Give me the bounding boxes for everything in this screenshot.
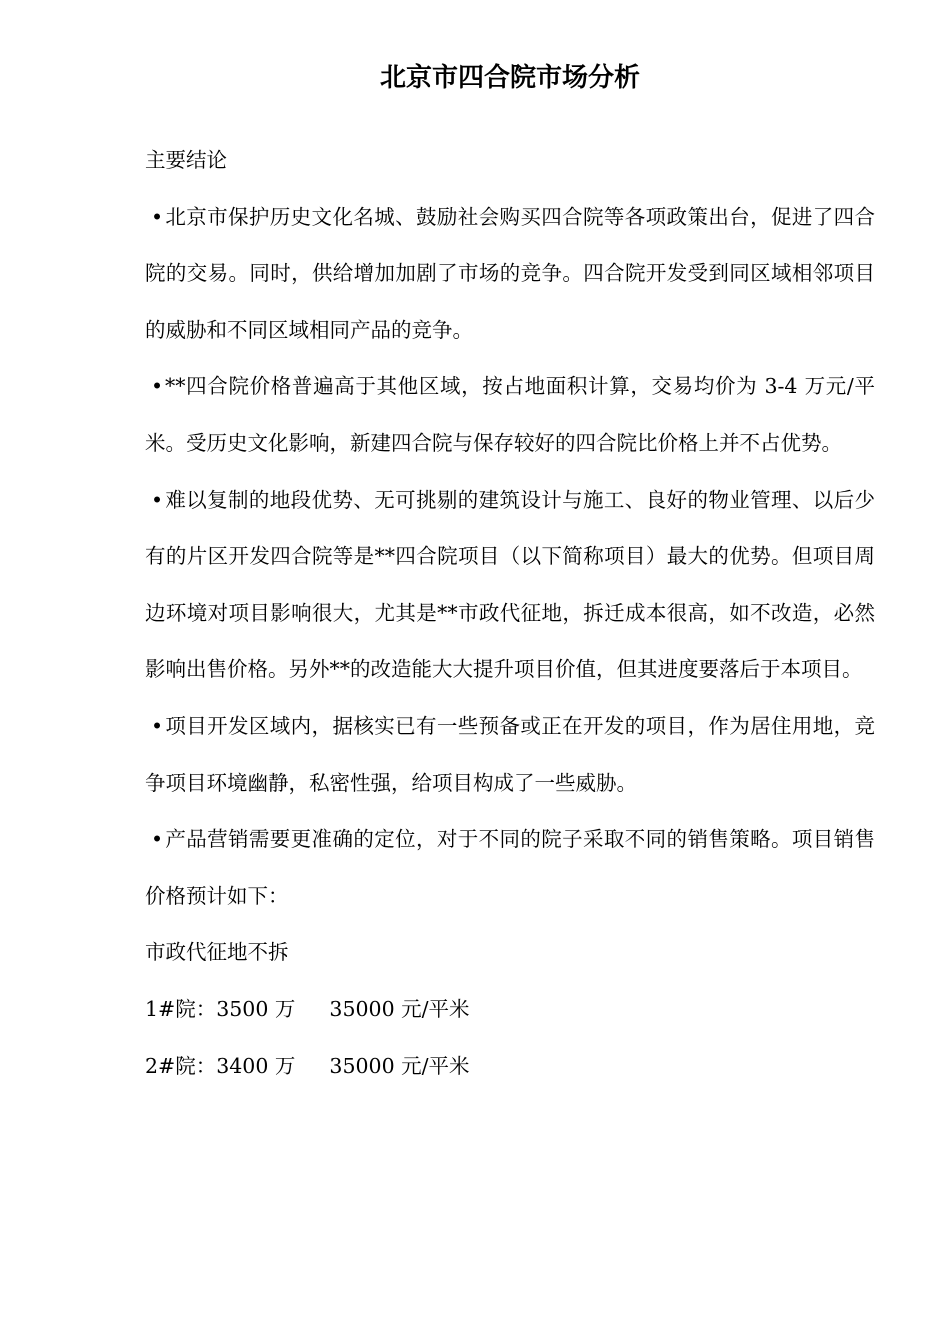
bullet-text: 难以复制的地段优势、无可挑剔的建筑设计与施工、良好的物业管理、以后少有的片区开发四合院等是**四合院项目（以下简称项目）最大的优势。但项目周边环境对项目影响很大，尤其是**市政代征地，拆迁成本很高，如不改造，必然影响出售价格。另外**的改造能大大提升项目价值，但其进度要落后于本项目。	[145, 487, 875, 682]
bullet-paragraph-4	[145, 698, 875, 811]
bullet-text: 产品营销需要更准确的定位，对于不同的院子采取不同的销售策略。项目销售价格预计如下：	[145, 827, 875, 908]
document-title: 北京市四合院市场分析	[379, 63, 640, 93]
bullet-paragraph-3	[145, 472, 875, 698]
price-label: 2#院：3400 万	[145, 1053, 296, 1078]
bullet-icon: •	[151, 827, 164, 852]
bullet-paragraph-5	[145, 811, 875, 924]
bullet-icon: •	[151, 374, 164, 399]
bullet-paragraph-1	[145, 189, 875, 359]
bullet-icon: •	[151, 204, 164, 229]
bullet-text: 北京市保护历史文化名城、鼓励社会购买四合院等各项政策出台，促进了四合院的交易。同时，供给增加加剧了市场的竞争。四合院开发受到同区域相邻项目的威胁和不同区域相同产品的竞争。	[145, 204, 875, 342]
subheading: 市政代征地不拆	[145, 940, 289, 965]
bullet-icon: •	[151, 713, 164, 738]
price-line-2	[145, 1038, 875, 1095]
bullet-paragraph-2	[145, 358, 875, 471]
price-line-1	[145, 981, 875, 1038]
unit-price: 35000 元/平米	[329, 1053, 470, 1078]
unit-price: 35000 元/平米	[329, 996, 470, 1021]
bullet-text: **四合院价格普遍高于其他区域，按占地面积计算，交易均价为 3-4 万元/平米。受历史文化影响，新建四合院与保存较好的四合院比价格上并不占优势。	[145, 374, 875, 455]
price-label: 1#院：3500 万	[145, 996, 296, 1021]
document-body	[145, 132, 875, 1094]
section-heading: 主要结论	[145, 148, 227, 172]
bullet-text: 项目开发区域内，据核实已有一些预备或正在开发的项目，作为居住用地，竞争项目环境幽静，私密性强，给项目构成了一些威胁。	[145, 713, 875, 795]
bullet-icon: •	[151, 487, 164, 512]
